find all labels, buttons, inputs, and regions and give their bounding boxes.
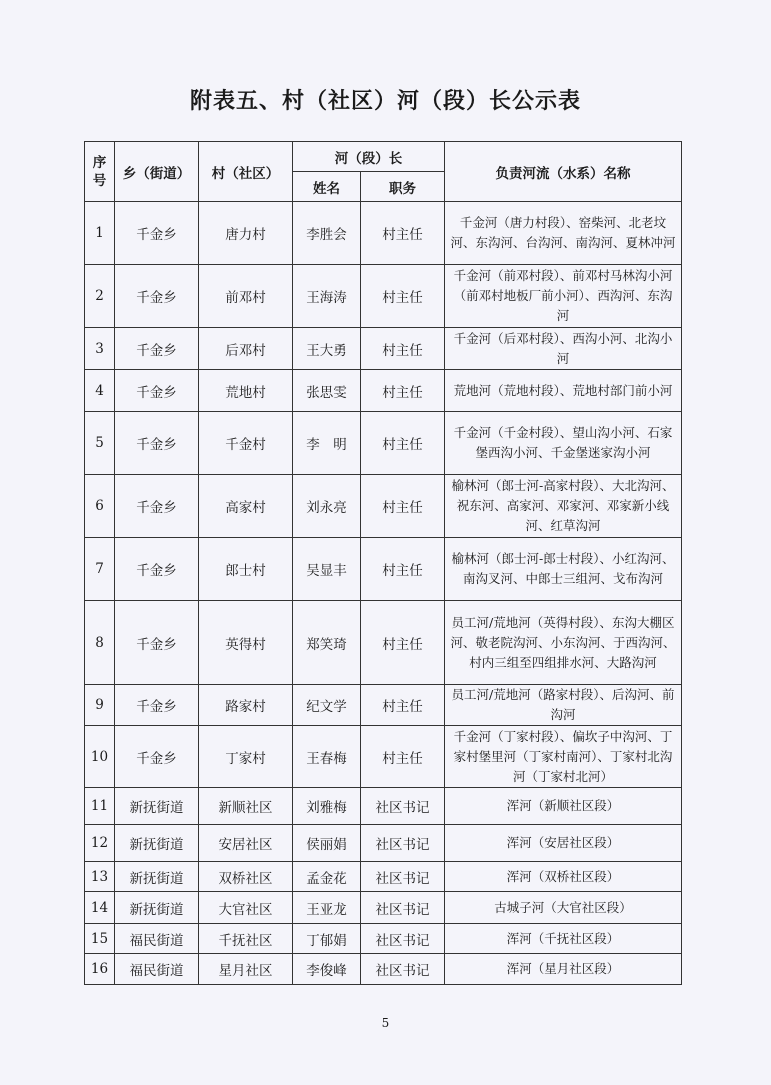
cell-seq: 13: [85, 862, 115, 892]
cell-township: 新抚街道: [115, 892, 199, 924]
cell-position: 村主任: [361, 265, 445, 328]
cell-seq: 11: [85, 788, 115, 825]
table-row: [85, 862, 682, 892]
header-seq: 序号: [85, 142, 115, 202]
cell-seq: 15: [85, 924, 115, 954]
cell-name: 王海涛: [293, 265, 361, 328]
cell-position: 社区书记: [361, 788, 445, 825]
cell-name: 纪文学: [293, 685, 361, 726]
cell-rivers: 榆林河（郎士河-高家村段）、大北沟河、祝东河、高家河、邓家河、邓家新小线河、红草沟河: [445, 475, 682, 538]
cell-name: 丁郁娟: [293, 924, 361, 954]
table-row: [85, 601, 682, 685]
page-number: 5: [381, 1016, 390, 1030]
cell-rivers: 浑河（安居社区段）: [445, 825, 682, 862]
cell-seq: 1: [85, 202, 115, 265]
cell-village: 千金村: [199, 412, 293, 475]
header-village: 村（社区）: [199, 142, 293, 202]
cell-township: 千金乡: [115, 412, 199, 475]
cell-seq: 2: [85, 265, 115, 328]
cell-position: 社区书记: [361, 954, 445, 985]
cell-village: 后邓村: [199, 328, 293, 370]
cell-rivers: 浑河（双桥社区段）: [445, 862, 682, 892]
cell-village: 大官社区: [199, 892, 293, 924]
header-name: 姓名: [293, 172, 361, 202]
cell-rivers: 千金河（千金村段）、望山沟小河、石家堡西沟小河、千金堡迷家沟小河: [445, 412, 682, 475]
cell-township: 新抚街道: [115, 862, 199, 892]
cell-rivers: 浑河（新顺社区段）: [445, 788, 682, 825]
table-row: [85, 892, 682, 924]
cell-seq: 4: [85, 370, 115, 412]
cell-township: 千金乡: [115, 685, 199, 726]
cell-seq: 12: [85, 825, 115, 862]
cell-village: 安居社区: [199, 825, 293, 862]
table-row: [85, 475, 682, 538]
cell-position: 村主任: [361, 726, 445, 788]
cell-rivers: 千金河（前邓村段）、前邓村马林沟小河（前邓村地板厂前小河）、西沟河、东沟河: [445, 265, 682, 328]
cell-village: 高家村: [199, 475, 293, 538]
cell-rivers: 浑河（星月社区段）: [445, 954, 682, 985]
cell-seq: 8: [85, 601, 115, 685]
cell-township: 千金乡: [115, 265, 199, 328]
cell-name: 李 明: [293, 412, 361, 475]
table-row: [85, 825, 682, 862]
table-row: [85, 538, 682, 601]
cell-village: 丁家村: [199, 726, 293, 788]
cell-seq: 6: [85, 475, 115, 538]
cell-seq: 3: [85, 328, 115, 370]
cell-seq: 16: [85, 954, 115, 985]
cell-seq: 5: [85, 412, 115, 475]
cell-name: 郑笑琦: [293, 601, 361, 685]
table-row: [85, 412, 682, 475]
cell-village: 新顺社区: [199, 788, 293, 825]
cell-rivers: 千金河（唐力村段）、窑柴河、北老坟河、东沟河、台沟河、南沟河、夏林冲河: [445, 202, 682, 265]
table-row: [85, 788, 682, 825]
cell-village: 前邓村: [199, 265, 293, 328]
cell-township: 福民街道: [115, 924, 199, 954]
header-township: 乡（街道）: [115, 142, 199, 202]
table-row: [85, 202, 682, 265]
cell-township: 千金乡: [115, 601, 199, 685]
cell-village: 郎士村: [199, 538, 293, 601]
cell-township: 千金乡: [115, 202, 199, 265]
cell-name: 刘雅梅: [293, 788, 361, 825]
cell-name: 李俊峰: [293, 954, 361, 985]
header-position: 职务: [361, 172, 445, 202]
cell-position: 村主任: [361, 601, 445, 685]
table-row: [85, 328, 682, 370]
page-title: 附表五、村（社区）河（段）长公示表: [189, 89, 581, 114]
cell-rivers: 荒地河（荒地村段）、荒地村部门前小河: [445, 370, 682, 412]
cell-rivers: 榆林河（郎士河-郎士村段）、小红沟河、南沟叉河、中郎士三组河、戈布沟河: [445, 538, 682, 601]
cell-position: 社区书记: [361, 892, 445, 924]
cell-village: 荒地村: [199, 370, 293, 412]
cell-position: 社区书记: [361, 862, 445, 892]
cell-rivers: 员工河/荒地河（英得村段）、东沟大棚区河、敬老院沟河、小东沟河、于西沟河、村内三组至四组排水河、大路沟河: [445, 601, 682, 685]
header-chief-group: 河（段）长: [293, 142, 445, 172]
cell-rivers: 千金河（后邓村段）、西沟小河、北沟小河: [445, 328, 682, 370]
river-chief-table: [84, 141, 682, 985]
cell-township: 福民街道: [115, 954, 199, 985]
cell-name: 吴显丰: [293, 538, 361, 601]
table-row: [85, 265, 682, 328]
cell-rivers: 员工河/荒地河（路家村段）、后沟河、前沟河: [445, 685, 682, 726]
cell-name: 刘永亮: [293, 475, 361, 538]
cell-village: 英得村: [199, 601, 293, 685]
cell-village: 星月社区: [199, 954, 293, 985]
cell-position: 村主任: [361, 202, 445, 265]
table-row: [85, 726, 682, 788]
cell-position: 社区书记: [361, 825, 445, 862]
cell-position: 村主任: [361, 370, 445, 412]
cell-township: 千金乡: [115, 726, 199, 788]
cell-seq: 7: [85, 538, 115, 601]
cell-township: 新抚街道: [115, 825, 199, 862]
cell-position: 村主任: [361, 475, 445, 538]
cell-township: 千金乡: [115, 475, 199, 538]
cell-seq: 14: [85, 892, 115, 924]
cell-village: 双桥社区: [199, 862, 293, 892]
cell-township: 新抚街道: [115, 788, 199, 825]
cell-position: 村主任: [361, 412, 445, 475]
cell-seq: 9: [85, 685, 115, 726]
cell-name: 孟金花: [293, 862, 361, 892]
header-rivers: 负责河流（水系）名称: [445, 142, 682, 202]
cell-village: 路家村: [199, 685, 293, 726]
cell-position: 村主任: [361, 538, 445, 601]
cell-township: 千金乡: [115, 370, 199, 412]
cell-township: 千金乡: [115, 328, 199, 370]
table-row: [85, 924, 682, 954]
cell-position: 社区书记: [361, 924, 445, 954]
cell-seq: 10: [85, 726, 115, 788]
cell-township: 千金乡: [115, 538, 199, 601]
cell-position: 村主任: [361, 685, 445, 726]
cell-name: 李胜会: [293, 202, 361, 265]
cell-name: 侯丽娟: [293, 825, 361, 862]
cell-village: 千抚社区: [199, 924, 293, 954]
cell-name: 王大勇: [293, 328, 361, 370]
table-row: [85, 954, 682, 985]
cell-position: 村主任: [361, 328, 445, 370]
cell-name: 王亚龙: [293, 892, 361, 924]
cell-rivers: 古城子河（大官社区段）: [445, 892, 682, 924]
table-row: [85, 685, 682, 726]
table-row: [85, 370, 682, 412]
cell-name: 王春梅: [293, 726, 361, 788]
cell-name: 张思雯: [293, 370, 361, 412]
cell-rivers: 千金河（丁家村段）、偏坎子中沟河、丁家村堡里河（丁家村南河）、丁家村北沟河（丁家村北河）: [445, 726, 682, 788]
cell-rivers: 浑河（千抚社区段）: [445, 924, 682, 954]
cell-village: 唐力村: [199, 202, 293, 265]
